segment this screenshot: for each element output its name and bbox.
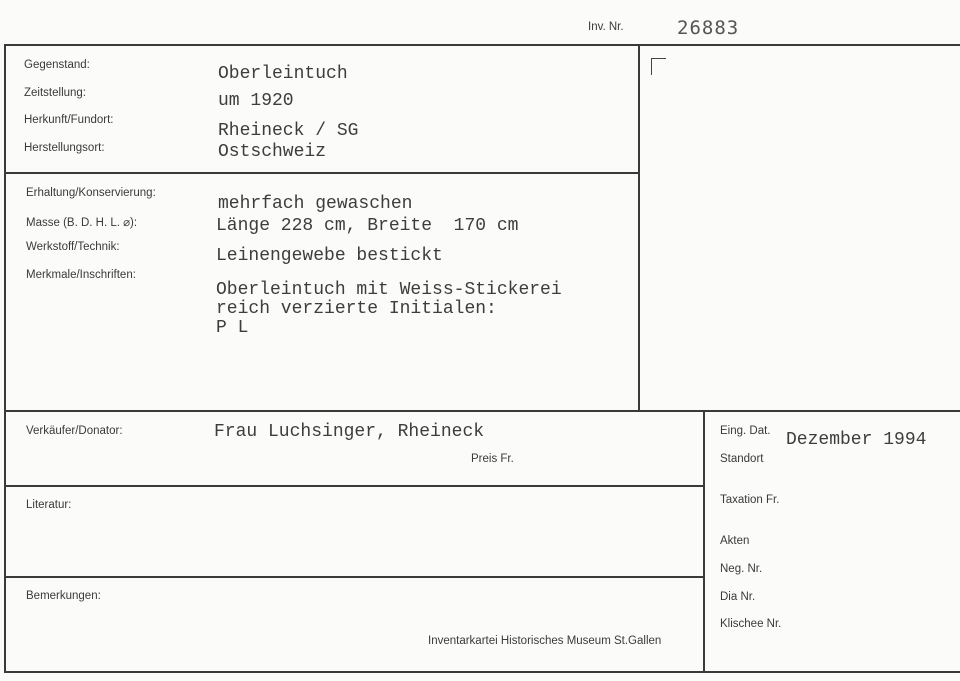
rule-section1-bottom (4, 172, 638, 174)
value-verkaeufer: Frau Luchsinger, Rheineck (214, 422, 485, 442)
rule-left-border (4, 44, 6, 672)
label-neg-nr: Neg. Nr. (720, 563, 763, 575)
label-gegenstand: Gegenstand: (24, 59, 90, 71)
rule-section2-bottom (4, 410, 960, 412)
label-taxation: Taxation Fr. (720, 494, 780, 506)
value-zeitstellung: um 1920 (218, 91, 294, 111)
rule-bottom-right-divider (703, 410, 705, 672)
rule-literatur-bottom (4, 576, 703, 578)
rule-section3-bottom (4, 485, 703, 487)
label-erhaltung: Erhaltung/Konservierung: (26, 187, 156, 199)
value-erhaltung: mehrfach gewaschen (218, 194, 413, 214)
label-akten: Akten (720, 535, 750, 547)
label-eing-dat: Eing. Dat. (720, 425, 771, 437)
label-verkaeufer: Verkäufer/Donator: (26, 425, 123, 437)
value-werkstoff: Leinengewebe bestickt (216, 246, 443, 266)
label-werkstoff: Werkstoff/Technik: (26, 241, 120, 253)
label-bemerkungen: Bemerkungen: (26, 590, 101, 602)
label-klischee-nr: Klischee Nr. (720, 618, 782, 630)
label-herstellungsort: Herstellungsort: (24, 142, 105, 154)
rule-card-bottom (4, 671, 960, 673)
inv-nr-value: 26883 (677, 17, 740, 39)
value-eing-dat: Dezember 1994 (786, 430, 927, 450)
footer-institution: Inventarkartei Historisches Museum St.Gallen (428, 635, 662, 647)
label-merkmale: Merkmale/Inschriften: (26, 269, 136, 281)
value-herstellungsort: Ostschweiz (218, 142, 327, 162)
rule-top-right-divider (638, 44, 640, 411)
label-literatur: Literatur: (26, 499, 72, 511)
label-preis: Preis Fr. (471, 453, 514, 465)
label-dia-nr: Dia Nr. (720, 591, 756, 603)
rule-header-bottom (4, 44, 960, 46)
value-merkmale-line-3: P L (216, 318, 249, 338)
value-gegenstand: Oberleintuch (218, 64, 348, 84)
inv-nr-label: Inv. Nr. (588, 21, 624, 33)
label-standort: Standort (720, 453, 764, 465)
value-masse: Länge 228 cm, Breite 170 cm (216, 216, 519, 236)
corner-mark (651, 58, 666, 75)
value-merkmale-line-2: reich verzierte Initialen: (216, 299, 497, 319)
label-herkunft: Herkunft/Fundort: (24, 114, 114, 126)
value-herkunft: Rheineck / SG (218, 121, 359, 141)
label-zeitstellung: Zeitstellung: (24, 87, 87, 99)
value-merkmale-line-1: Oberleintuch mit Weiss-Stickerei (216, 280, 562, 300)
label-masse: Masse (B. D. H. L. ⌀): (26, 217, 138, 229)
